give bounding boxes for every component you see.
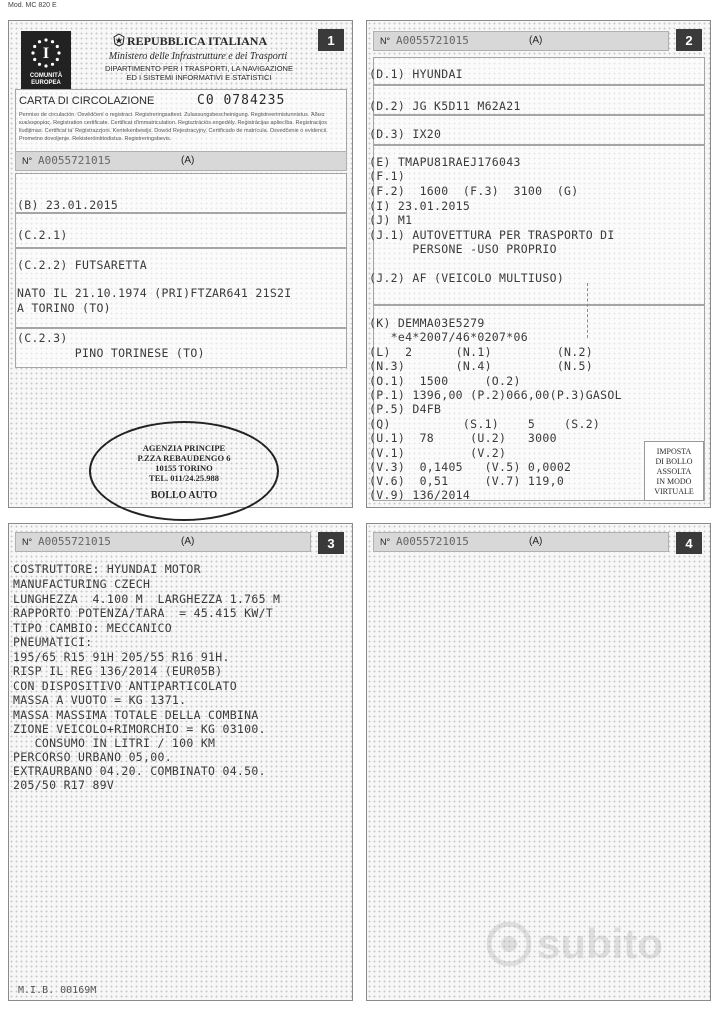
note-line-5: TIPO CAMBIO: MECCANICO <box>13 621 172 635</box>
field-c22: (C.2.2) FUTSARETTA <box>17 258 148 272</box>
note-line-14: PERCORSO URBANO 05,00. <box>13 750 172 764</box>
reg-label: N° <box>380 36 391 46</box>
reg-bar <box>373 532 669 552</box>
reg-label: N° <box>22 537 33 547</box>
field-p: (P.1) 1396,00 (P.2)066,00(P.3)GASOL <box>369 388 622 402</box>
page-1-panel <box>8 20 353 508</box>
field-p5: (P.5) D4FB <box>369 402 442 416</box>
header-dept-line-1: DIPARTIMENTO PER I TRASPORTI, LA NAVIGAZIONE <box>105 64 293 73</box>
imposta-line-3: ASSOLTA <box>656 467 692 476</box>
note-line-9: CON DISPOSITIVO ANTIPARTICOLATO <box>13 679 237 693</box>
field-c23: (C.2.3) <box>17 331 68 345</box>
imposta-line-2: DI BOLLO <box>655 457 693 466</box>
field-v6-v7: (V.6) 0,51 (V.7) 119,0 <box>369 474 565 488</box>
reg-value: A0055721015 <box>38 154 111 167</box>
field-j1: (J.1) AUTOVETTURA PER TRASPORTO DI <box>369 228 615 242</box>
reg-bar <box>15 151 347 171</box>
stamp-line-1: AGENZIA PRINCIPE <box>142 443 226 453</box>
subito-watermark <box>487 920 663 968</box>
note-line-12: ZIONE VEICOLO+RIMORCHIO = KG 03100. <box>13 722 266 736</box>
imposta-line-1: IMPOSTA <box>656 447 692 456</box>
field-a-label: (A) <box>529 35 543 46</box>
field-i: (I) 23.01.2015 <box>369 199 471 213</box>
field-v3-v5: (V.3) 0,1405 (V.5) 0,0002 <box>369 460 572 474</box>
imposta-line-5: VIRTUALE <box>654 487 694 496</box>
note-line-16: 205/50 R17 89V <box>13 778 115 792</box>
note-line-2: MANUFACTURING CZECH <box>13 577 151 591</box>
note-line-10: MASSA A VUOTO = KG 1371. <box>13 693 187 707</box>
reg-bar <box>373 31 669 51</box>
field-j2: (J.2) AF (VEICOLO MULTIUSO) <box>369 271 565 285</box>
page-3-panel <box>8 523 353 1001</box>
page-number: 1 <box>318 29 344 51</box>
field-k-cont: *e4*2007/46*0207*06 <box>369 330 528 344</box>
footer-code: M.I.B. 00169M <box>18 985 97 996</box>
doc-title: CARTA DI CIRCOLAZIONE <box>19 95 155 107</box>
reg-value: A0055721015 <box>38 535 111 548</box>
field-j: (J) M1 <box>369 213 413 227</box>
eu-label: COMUNITÀ EUROPEA <box>29 73 63 86</box>
page-number: 3 <box>318 532 344 554</box>
subito-logo-icon <box>487 922 531 966</box>
field-a-label: (A) <box>181 536 195 547</box>
header-country: REPUBBLICA ITALIANA <box>127 34 268 48</box>
stamp-line-3: 10155 TORINO <box>155 463 213 473</box>
reg-value: A0055721015 <box>396 34 469 47</box>
field-f1: (F.1) <box>369 169 406 183</box>
eu-flag-icon <box>21 31 71 89</box>
field-a-label: (A) <box>181 155 195 166</box>
stamp-line-4: TEL. 011/24.25.988 <box>149 473 219 483</box>
reg-value: A0055721015 <box>396 535 469 548</box>
italian-emblem-icon <box>113 33 125 47</box>
field-v9: (V.9) 136/2014 <box>369 488 471 502</box>
note-line-7: 195/65 R15 91H 205/55 R16 91H. <box>13 650 230 664</box>
watermark-text: subito <box>537 920 663 967</box>
residence-line: PINO TORINESE (TO) <box>17 346 205 360</box>
field-d3: (D.3) IX20 <box>369 127 442 141</box>
field-b: (B) 23.01.2015 <box>17 198 119 212</box>
stamp-line-2: P.ZZA REBAUDENGO 6 <box>137 453 231 463</box>
field-j1-cont: PERSONE -USO PROPRIO <box>369 242 557 256</box>
field-d2: (D.2) JG K5D11 M62A21 <box>369 99 521 113</box>
svg-text:I: I <box>42 45 50 62</box>
field-q-s: (Q) (S.1) 5 (S.2) <box>369 417 601 431</box>
birth-place: A TORINO (TO) <box>17 301 111 315</box>
note-line-4: RAPPORTO POTENZA/TARA = 45.415 KW/T <box>13 606 274 620</box>
dashed-guide <box>587 283 588 338</box>
note-line-6: PNEUMATICI: <box>13 635 93 649</box>
stamp-line-5: BOLLO AUTO <box>150 490 218 501</box>
page-number: 4 <box>676 532 702 554</box>
note-line-11: MASSA MASSIMA TOTALE DELLA COMBINA <box>13 708 259 722</box>
note-line-1: COSTRUTTORE: HYUNDAI MOTOR <box>13 562 201 576</box>
form-code: Mod. MC 820 E <box>8 2 57 9</box>
reg-label: N° <box>22 156 33 166</box>
field-k: (K) DEMMA03E5279 <box>369 316 485 330</box>
field-n3-n5: (N.3) (N.4) (N.5) <box>369 359 593 373</box>
birth-line: NATO IL 21.10.1974 (PRI)FTZAR641 21S2I <box>17 286 292 300</box>
note-line-3: LUNGHEZZA 4.100 M LARGHEZZA 1.765 M <box>13 592 281 606</box>
field-d1: (D.1) HYUNDAI <box>369 67 463 81</box>
header-department <box>79 64 319 82</box>
field-u: (U.1) 78 (U.2) 3000 <box>369 431 557 445</box>
header-dept-line-2: ED I SISTEMI INFORMATIVI E STATISTICI <box>126 73 272 82</box>
field-o: (O.1) 1500 (O.2) <box>369 374 521 388</box>
note-line-13: CONSUMO IN LITRI / 100 KM <box>13 736 216 750</box>
page-number: 2 <box>676 29 702 51</box>
doc-number: C0 0784235 <box>197 93 286 108</box>
imposta-line-4: IN MODO <box>656 477 692 486</box>
agency-stamp <box>89 421 279 521</box>
imposta-bollo-box <box>644 441 704 501</box>
field-l-n: (L) 2 (N.1) (N.2) <box>369 345 593 359</box>
multilingual-fineprint: Permiso de circulación. Osvědčení o registraci. Registreringsattest. Zulassungsbescheinigung. Registreerimistunnistus. Άδεια κυκλοφορίας. Registration certificate. Certificat d'immatriculation. Regisztrációs engedély. Reģistrācijas apliecība. Registracijos liudijimas. Certificat ta' Reġistrazzjoni. Kentekenbewijs. Dowód Rejestracyjny. Certificado de matrícula. Osvedčenie o evidencii. Prometno dovoljenje. Rekisteröintitodistus. Registreringsbevis. <box>19 112 328 142</box>
field-e: (E) TMAPU81RAEJ176043 <box>369 155 521 169</box>
reg-bar <box>15 532 311 552</box>
header-ministry: Ministero delle Infrastrutture e dei Trasporti <box>108 51 288 62</box>
field-v1-v2: (V.1) (V.2) <box>369 446 507 460</box>
field-a-label: (A) <box>529 536 543 547</box>
field-f2: (F.2) 1600 (F.3) 3100 (G) <box>369 184 579 198</box>
note-line-8: RISP IL REG 136/2014 (EUR05B) <box>13 664 223 678</box>
page-2-panel <box>366 20 711 508</box>
reg-label: N° <box>380 537 391 547</box>
note-line-15: EXTRAURBANO 04.20. COMBINATO 04.50. <box>13 764 266 778</box>
field-c21: (C.2.1) <box>17 228 68 242</box>
